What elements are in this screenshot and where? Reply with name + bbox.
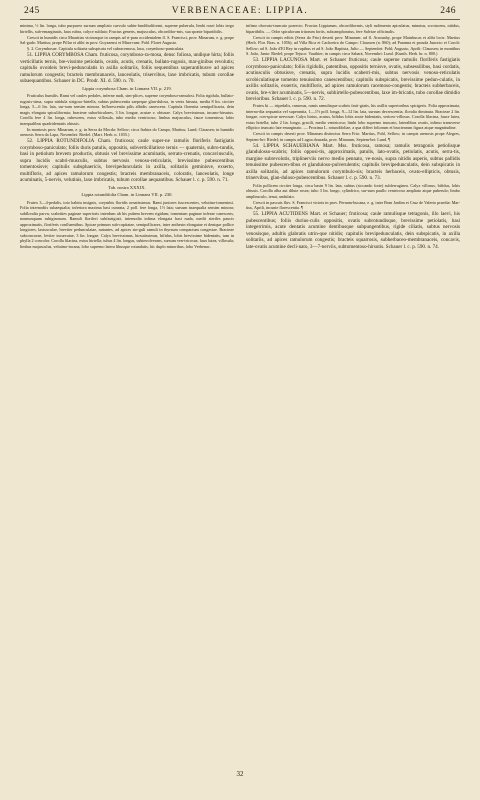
- folio-number: 32: [236, 770, 244, 778]
- text-columns: [20, 23, 460, 778]
- left-column: [20, 23, 234, 778]
- paragraph: Crescit in pascuis fluv. S. Francisci vicinis in prov. Pernam-bucana, e. g. inter Bom Jardim et Cruz de Valerio praedia: Mar-tius, Aprili, incunte florescentia. ¶: [246, 199, 460, 211]
- running-title: VERBENACEAE: LIPPIA.: [171, 6, 309, 16]
- paragraph: 55. LIPPIA ACUTIDENS Mart. et Schauer; fruticosa; caule ramulisque tetragonis, illo laevi, his pubescentibus; foliis durius-culis oppositis, ovatis subrotundisque, brevissime petiolatis, basi integerrimis, acute dentatis acumine dentibusque subpungentibus, rigide ciliatis, subtus nervosis venosisque, adultis glabratis utrin-que nitidis; capitulis brevipedunculatis, dein subspicatis, in axilla solitariis, ad apices ramulorum congestis; bracteis squarrosis, subherbaceo-membranaceis, concavis, late-ovatis acumine decli-nato, 3—7-nerviis, subtomentoso-hirsutis. Schauer l. c. p. 590. n. 74.: [246, 211, 460, 250]
- paragraph: Frutex bi — tripedalis, ramosus, ramis ramulisque scabris fasti-giatis, his axillis superioribus spicigeris. Folia approximata, interno-dia sequantia vel superantia, 1—1½ poll. longa, 9—12 lin. lata, sursum decrescentia, floralia diminuta. Bracteae 2 lin. longae, con-spicue nervosae. Calyx hirtus, acutus, bifidus lobis acute bidentatis, sericeo-villosus. Corolla lilacina, fauce lutea, extus hirtella; tubo 2 lin. longo, gracili, medio ventricoso; limbi lobo supremo truncato, lateralibus ovatis, infimo transverse elliptico truncato late emarginato. — Proxima L. rotundifoliae, a qua differt foliorum et bractearum figura atque magnitudine.: [246, 103, 460, 131]
- right-column: [246, 23, 460, 778]
- paragraph: Crescit in humidis circa Mauritias vicinosque in campis ad ri-pam occidentalem fl. S. Francisci, prov. Minarum, e. g. prope Sal-gado: Martius; prope Pillar et alibi in prov. Goyazensi et Mina-rum: Pohl. Floret Augusto.: [20, 34, 234, 46]
- paragraph: Crescit in campis deserti prov. Minarum distinctus Serra Frio: Martius, Pohl, Sellow; in campis arenosis prope Alegres, Septem-bri: Riedel; in campis ad Lagoa dourada, prov. Minarum, Septem-bri: Lund. ¶: [246, 131, 460, 142]
- paragraph: §. 2. Corymbosae. Capitula solitaria subspicata vel subracemosa, laxa, corymboso-paniculata.: [27, 46, 185, 52]
- paragraph: Folia pollicem circiter longa, circa basin 9 lin. lata, subtus (siccando forte) subferruginea. Calyx villosus, bifidus, lobis obtusis. Corolla alba aut dilute rosea; tubo 3 lin. longo, cylindrico, sur-sum paullo ventricoso ampliato atque puberulo; limbo amplinsculo, tenui, undulato.: [246, 182, 460, 199]
- paragraph: Fruticulus humilis. Rami vel caules pedales, inferne nudi, sim-plices, superne corymboso-ramulosi. Folia rigidula, bullato-rugosis-sima, supra nitidula strigoso-hirtella, subtus pubescentia saepeque glan-dulosa, in venis hirsuta, media 8 lin. circiter longa, 5—6 lin. lata, sur-sum sensim minora. Inflorescentia pilis albidis canescens. Capitula florentia semipollicaria, dein magis elongata spiculiformia; bracteae suborbiculares, 3 lin. longae, acutae v. obtusae. Calyx brevissimus, incano-hirsutus. Corolla fere 4 lin. longa, rubescens, extus villosula, tubo medio ventricoso; limbus majusculus, fauce tomentosa; lobis inaequalibus quadridentatis obtusis.: [20, 93, 234, 126]
- paragraph: Tab. nostra XXXIX.: [108, 185, 146, 191]
- paragraph: infimo obovato-truncato porrecto. Fructus Lippiarum, obcordiformis, styli rudimento apiculatus, minutus, scrotacens, nitidus, bipartibilis. — Odor spiculorum tritorum fortis, subcamphoratus, fere Salviae officinalis.: [246, 23, 460, 34]
- paragraph: 51. LIPPIA CORYMBOSA Cham. fruticosa, corymboso-ra-mosa, densc foliosa, undique hirta; foliis verticillatis ternis, bre-vissime petiolatis, ovatis, acutis, crenatis, bullato-rugosis, mar-ginibus revolutis; capitulis ovoideis brevi-pedunculatis in axilla solitariis, foliis sequentibus superantibusve ad apices ramulorum congestis; bracteis membranaceis, lanceolatis, triservibus, laxe imbricatis, tubum corollae subaequantibus. Schauer in DC. Prodr. XI. d. 590. n. 70.: [20, 52, 234, 85]
- paragraph: minima, ½ lin. longa, tubo purpureo sursum ampliato curvulo subin-fundibuliformi, superne puberula, limbi rosei lobis tergo hirtellis, sub-emarginatis, faux rubra, calyce sublato; Fructus generis, majusculus, obcordifor-mis, sua sponte bipartibilis.: [20, 23, 234, 34]
- paragraph: Lippia rotundifolia Cham. in Linnaea VII. p. 230.: [81, 192, 173, 198]
- header-rule: [20, 19, 460, 20]
- paragraph: Lippia corymbosa Cham. in Linnaea VII. p. 219.: [82, 85, 172, 91]
- running-header: [20, 6, 460, 19]
- paragraph: 52. LIPPIA ROTUNDIFOLIA Cham. fruticosa; caule super-ne ramulis floriferis fastigiatis corymboso-paniculato; foliis duris patulis, oppositis, subverticillatisve ternis — quaternis, subro-tundis, basi in petiolum brevem productis, obtusis vel brevissime acuminatis, serrato-crenatis, concavinsculis, supra lucidis scabri-musculis, subtus nervosis venoso-reticulatis, brevissime pubescentibus tomentosisve; capitulis subsphaericis, brevipedunculatis in axilla, solitariis geminisve, exserto, multifloris, ad apices ramulorum congestis; bracteis membranaceis, coloratis, lanceolatis, longe acuminatis, 5-nervis, velutinis, laxe imbricatis, tubum corollae aequantibus. Schauer l. c. p. 590. n. 71.: [20, 138, 234, 184]
- paragraph: 53. LIPPIA LACUNOSA Mart. et Schauer fruticosa; caule superne ramulis floriferis fastigiatis corymboso-paniculato; foliis rigidulis, patentibus, oppositis ternisve, ovatis, subsessilibus, basi cordatis, acutiusculis obtusisve, crenatis, supra lucidis scaberri-mis, subtus nervosis venoso-reticulatis scrobiculatisque tomento tenuissimo canescentibus; capitulis subspicatis, brevissime pedun-culatis, in axillis solitariis, exsertis, multifloris, ad apices ramulorum racemoso-congestis; bracteis subherbaceis, ovatis, bre-viter acuminatis, 5—nervis, subhirtello-pubescentibus, laxe im-bricatis, tubo corollae dimidio brevioribus. Schauer l. c. p. 590. n. 72.: [246, 57, 460, 103]
- right-page-number: 246: [440, 6, 456, 16]
- paragraph: Crescit in campis editis (Serra do Frio) deserti prov. Minarum: ad fl. Araouahy, prope Mainbucas et alibi locis: Martius (Herb. Flor. Bras. n. 1056); ad Villa Rica et Cachoeira do Campo: Claussen (n. 860); ad Paranna et prouda Junocio et Coroli: Sellow; ad S. João d'El Rey in rupibus et ad S. João Baptista, Julio — Septembri: Pohl; Augusto, Aprili: Claussen; in montibus S. João, Janio: Riedel; prope Tejuco: Vauthier; in campis circa Sabará, Novembri: Lund. (Kunth. Herb. br. n. 800.): [246, 34, 460, 57]
- paragraph: Frutex 3—4-pedalis, toto habitu insignis, corymbis floridis ornatissimus. Rami juniores fuscescentes, velutino-tomentosi. Folia internodiis subaequalia; inferiora maxima basi cuneata, 2 poll. fere longa, 1½ lata; sursum inaequalia sensim minora; subfloralia parva; scabrities paginae superioris interdum ab his pubem brevem rigidam; tomentum paginae inferae canescens, nonnunquam rubiginosum. Ramuli floriferi subfastigiati, internodia infima elongata basi nuda, medii steriles paucis approximatis, floriferis confluentibus. Spicae primum sub-capitatae, semipollicares, inter anthesin elongatae et denique pollice longiores, laxiusculae, breviter pedunculatae, nutantes, ad apices sin-guli ramuli in thyrsum compactum congestae. Bracteae subconcavae, leviter incurvatae, 3 lin. longae. Calyx brevissimus, hirsutissimus, bifidus, lobis brevissime bidentatis, tum in phylla 2 concolor. Corolla lilacina, extus hirtella; tubus 4 lin. longus, subinvolverans, sursum ven-tricosus; faux lutea, villosula; limbus majusculus, velutino-incana, lobo supremo latera libusque rotundatis, hic duplo minoribus, lobo Verbenac.: [20, 199, 234, 249]
- paragraph: In montosis prov. Minarum, e. g. in Serra da Mocda: Sellow; circa Itabira do Campo, Martius; Lund; Claussen; in humidis arenosis Serra da Lapa, Novembri: Riedel. (Mart. Herb. n. 1035.): [20, 126, 234, 138]
- paragraph: 54. LIPPIA SCHAUERIANA Mart. Mss. fruticosa, ramosa; ramulis tetragonis petiolisque glandulosso-scabris; foliis opposi-tis, approximatis, patulis, lato-ovatis, petiolatis, acutis, serra-tis, margine subrevolutis, triplinerviis nervo medio pennato, ve-nosis, supra nitidis asperis, subtus pallidis tenuissime pubescen-tibus et glanduloso-pulverulentis; capitulis brevipedunculatis, dein subspicatis in axilla solitariis, ad apices ramulorum corymbulo-sis; bracteis herbaceis, ovato-ellipticis, obtusis, trinervibus, glan-duloso-pubescentibus. Schauer l. c. p. 590. n. 73.: [246, 142, 460, 182]
- left-page-number: 245: [24, 6, 40, 16]
